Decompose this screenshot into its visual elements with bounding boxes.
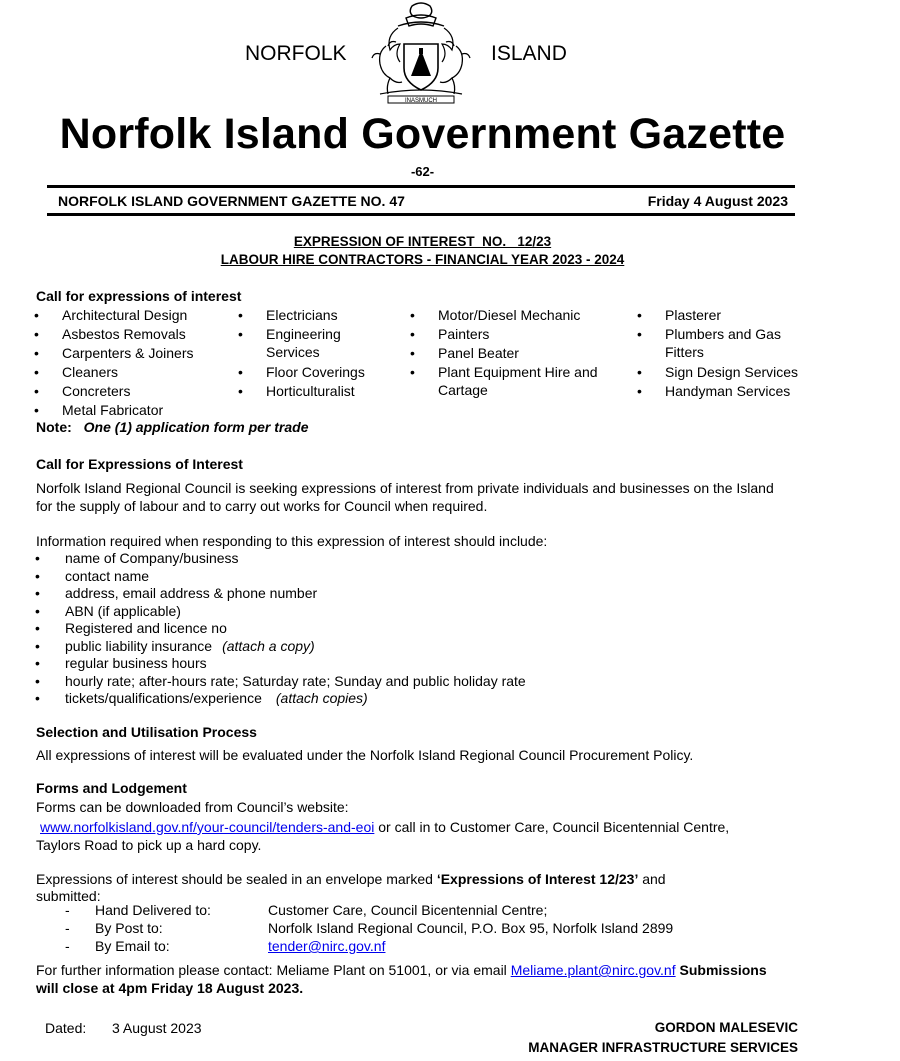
- list-item: • Registered and licence no: [35, 620, 227, 636]
- header-left-word: NORFOLK: [245, 42, 347, 65]
- notice-title-line2: LABOUR HIRE CONTRACTORS - FINANCIAL YEAR 2023 - 2024: [220, 252, 625, 267]
- signatory-name: GORDON MALESEVIC: [654, 1020, 798, 1035]
- forms-line3: Taylors Road to pick up a hard copy.: [36, 837, 262, 853]
- crest-motto: INASMUCH: [404, 98, 438, 104]
- submission-value: Customer Care, Council Bicentennial Centre;: [268, 902, 548, 918]
- trade-item-line: Engineering: [266, 326, 341, 342]
- list-item: • hourly rate; after-hours rate; Saturday rate; Sunday and public holiday rate: [35, 673, 526, 689]
- list-item: • contact name: [35, 568, 150, 584]
- trade-item: • Horticulturalist: [266, 382, 355, 400]
- sealed-pre: Expressions of interest should be sealed in an envelope marked: [36, 871, 437, 887]
- trade-item: • Handyman Services: [665, 382, 790, 400]
- trade-item: • Sign Design Services: [665, 363, 798, 381]
- gazette-date: Friday 4 August 2023: [647, 193, 788, 209]
- list-item-text: regular business hours: [65, 655, 207, 671]
- trade-item: • Plasterer: [665, 306, 721, 324]
- trade-item: • Electricians: [266, 306, 338, 324]
- trade-item: • Floor Coverings: [266, 363, 365, 381]
- contact-line: [36, 961, 767, 979]
- trade-item: • Carpenters & Joiners: [62, 344, 194, 362]
- call-heading: Call for expressions of interest: [36, 288, 242, 304]
- note-text: One (1) application form per trade: [83, 419, 309, 435]
- closing-date: will close at 4pm Friday 18 August 2023.: [36, 980, 304, 996]
- trade-item: [438, 363, 598, 399]
- dash-bullet: -: [65, 902, 70, 918]
- list-item-note: (attach a copy): [222, 638, 315, 654]
- dash-bullet: -: [65, 920, 70, 936]
- gazette-title: Norfolk Island Government Gazette: [59, 110, 786, 158]
- list-item-text: ABN (if applicable): [65, 603, 181, 619]
- submission-label: By Post to:: [95, 920, 163, 936]
- trade-item: • Asbestos Removals: [62, 325, 186, 343]
- note: [36, 419, 309, 435]
- trade-item-line: Plant Equipment Hire and: [438, 364, 598, 380]
- page-number: -62-: [410, 164, 435, 179]
- trade-item: • Panel Beater: [438, 344, 519, 362]
- tender-email-link[interactable]: tender@nirc.gov.nf: [268, 938, 386, 954]
- gazette-number: NORFOLK ISLAND GOVERNMENT GAZETTE NO. 47: [58, 193, 405, 209]
- list-item: • ABN (if applicable): [35, 603, 181, 619]
- trade-item: • Cleaners: [62, 363, 118, 381]
- list-item: • address, email address & phone number: [35, 585, 318, 601]
- list-item-text: tickets/qualifications/experience: [65, 690, 262, 706]
- trade-item: • Motor/Diesel Mechanic: [438, 306, 580, 324]
- info-intro: Information required when responding to this expression of interest should include:: [36, 533, 548, 549]
- contact-pre: For further information please contact: Meliame Plant on 51001, or via email: [36, 962, 511, 978]
- forms-line2: [40, 818, 729, 836]
- submission-label: Hand Delivered to:: [95, 902, 211, 918]
- call-paragraph-line2: for the supply of labour and to carry out works for Council when required.: [36, 498, 488, 514]
- trade-item-line: Plumbers and Gas: [665, 326, 781, 342]
- note-label: Note:: [36, 419, 72, 435]
- dash-bullet: -: [65, 938, 70, 954]
- list-item-text: public liability insurance: [65, 638, 213, 654]
- trade-item: • Concreters: [62, 382, 130, 400]
- section-heading-selection: Selection and Utilisation Process: [36, 724, 257, 740]
- trade-item: • Architectural Design: [62, 306, 187, 324]
- dated-label: Dated:: [45, 1020, 87, 1036]
- selection-text: All expressions of interest will be evaluated under the Norfolk Island Regional Council Procurement Policy.: [36, 747, 694, 763]
- list-item: • public liability insurance (attach a copy): [35, 638, 315, 654]
- trade-item: [266, 325, 341, 361]
- forms-line1: Forms can be downloaded from Council’s website:: [36, 799, 349, 815]
- trade-item: • Painters: [438, 325, 489, 343]
- trade-item-line: Fitters: [665, 344, 704, 360]
- notice-title-line1: EXPRESSION OF INTEREST NO. 12/23: [293, 234, 552, 249]
- sealed-bold: ‘Expressions of Interest 12/23’: [436, 871, 639, 887]
- coat-of-arms-icon: [362, 2, 480, 106]
- section-heading-forms: Forms and Lodgement: [36, 780, 187, 796]
- sealed-paragraph: [36, 870, 666, 888]
- signatory-title: MANAGER INFRASTRUCTURE SERVICES: [528, 1040, 798, 1055]
- submitted-label: submitted:: [36, 888, 101, 904]
- trade-item: • Metal Fabricator: [62, 401, 163, 419]
- list-item-text: hourly rate; after-hours rate; Saturday rate; Sunday and public holiday rate: [65, 673, 526, 689]
- dated-value: 3 August 2023: [112, 1020, 202, 1036]
- contact-email-link[interactable]: Meliame.plant@nirc.gov.nf: [510, 962, 676, 978]
- forms-after-link: or call in to Customer Care, Council Bicentennial Centre,: [374, 819, 730, 835]
- trade-item-line: Cartage: [438, 382, 488, 398]
- sealed-post: and: [638, 871, 666, 887]
- header-rule-bottom: [47, 213, 795, 216]
- header-rule-top: [47, 185, 795, 188]
- submission-label: By Email to:: [95, 938, 170, 954]
- call-paragraph-line1: Norfolk Island Regional Council is seeking expressions of interest from private individuals and businesses on the Island: [36, 480, 774, 496]
- trade-item-line: Services: [266, 344, 320, 360]
- list-item: • tickets/qualifications/experience (attach copies): [35, 690, 368, 706]
- header-right-word: ISLAND: [491, 42, 567, 65]
- list-item: • name of Company/business: [35, 550, 239, 566]
- list-item-text: address, email address & phone number: [65, 585, 318, 601]
- list-item-text: Registered and licence no: [65, 620, 227, 636]
- list-item-text: contact name: [65, 568, 150, 584]
- trade-item: [665, 325, 781, 361]
- list-item-text: name of Company/business: [65, 550, 239, 566]
- website-link[interactable]: www.norfolkisland.gov.nf/your-council/tenders-and-eoi: [40, 819, 375, 835]
- list-item: • regular business hours: [35, 655, 207, 671]
- list-item-note: (attach copies): [275, 690, 368, 706]
- submission-value: Norfolk Island Regional Council, P.O. Box 95, Norfolk Island 2899: [268, 920, 674, 936]
- submissions-label: Submissions: [675, 962, 767, 978]
- section-heading-call: Call for Expressions of Interest: [36, 456, 243, 472]
